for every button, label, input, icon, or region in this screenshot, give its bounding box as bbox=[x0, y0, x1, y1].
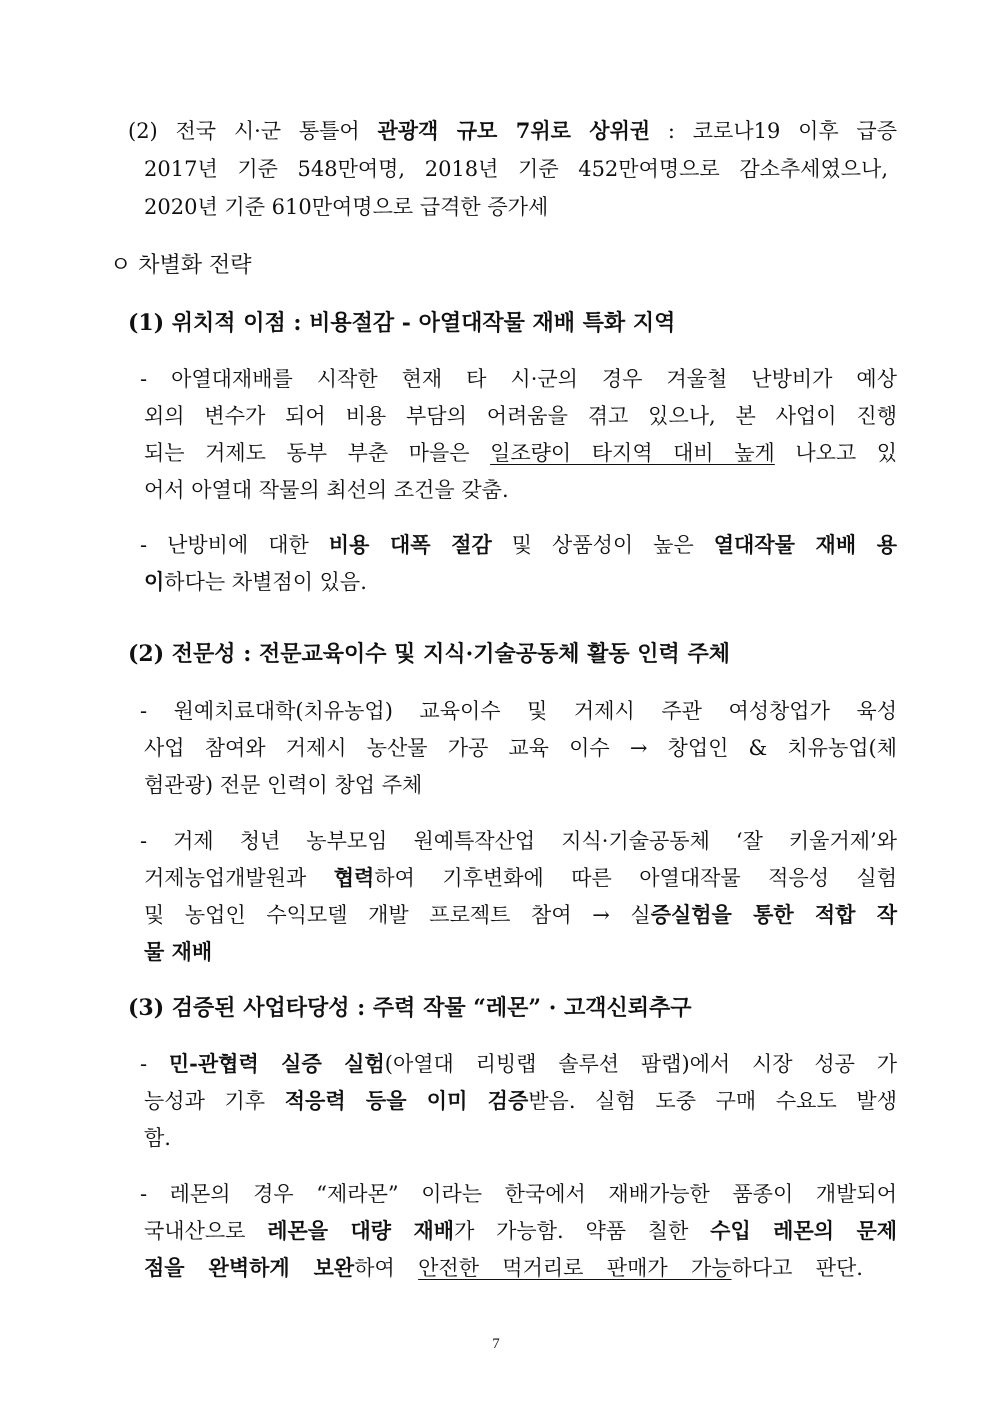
text-span: 나오고 있 bbox=[774, 441, 898, 465]
p1-b1-line-1: - 아열대재배를 시작한 현재 타 시·군의 경우 겨울철 난방비가 예상 bbox=[140, 367, 897, 391]
p3-b2-line-1: - 레몬의 경우 “제라몬” 이라는 한국에서 재배가능한 품종이 개발되어 bbox=[140, 1182, 897, 1206]
text-span: (2) 전국 시·군 통틀어 bbox=[128, 119, 378, 143]
text-span: 및 상품성이 높은 bbox=[491, 533, 714, 557]
p1-b1-line-2: 외의 변수가 되어 비용 부담의 어려움을 겪고 있으나, 본 사업이 진행 bbox=[144, 404, 897, 428]
text-span: 하여 bbox=[354, 1256, 419, 1280]
text-span: (아열대 리빙랩 솔루션 팜랩)에서 시장 성공 가 bbox=[384, 1052, 897, 1076]
p2-b2-line-4: 물 재배 bbox=[144, 939, 213, 964]
p1-b2-line-1 bbox=[140, 531, 897, 559]
text-span: 능성과 기후 bbox=[144, 1089, 285, 1113]
bold-text: 레몬을 대량 재배 bbox=[267, 1218, 455, 1243]
bold-text: 민-관협력 실증 실험 bbox=[168, 1051, 385, 1076]
bold-text: 수입 레몬의 문제 bbox=[710, 1218, 898, 1243]
bold-text: 적응력 등을 이미 검증 bbox=[284, 1088, 529, 1113]
p2-b2-line-2 bbox=[144, 864, 897, 892]
text-span: 및 농업인 수익모델 개발 프로젝트 참여 → 실 bbox=[144, 903, 651, 927]
text-span: 하다고 판단. bbox=[731, 1256, 863, 1280]
tourism-line-3: 2020년 기준 610만여명으로 급격한 증가세 bbox=[144, 195, 549, 219]
p1-b1-line-3 bbox=[144, 439, 897, 467]
p2-b1-line-1: - 원예치료대학(치유농업) 교육이수 및 거제시 주관 여성창업가 육성 bbox=[140, 699, 897, 723]
p3-b1-line-2 bbox=[144, 1087, 897, 1115]
tourism-line-1 bbox=[128, 117, 897, 145]
p3-b1-line-1 bbox=[140, 1050, 897, 1078]
p1-b1-line-4: 어서 아열대 작물의 최선의 조건을 갖춤. bbox=[144, 478, 509, 502]
bold-text: 관광객 규모 7위로 상위권 bbox=[377, 118, 651, 143]
text-span: 거제농업개발원과 bbox=[144, 866, 334, 890]
subsection-heading-1: (1) 위치적 이점 : 비용절감 - 아열대작물 재배 특화 지역 bbox=[128, 310, 676, 336]
p2-b2-line-3 bbox=[144, 901, 897, 929]
p3-b2-line-3 bbox=[144, 1254, 863, 1282]
subsection-heading-2: (2) 전문성 : 전문교육이수 및 지식·기술공동체 활동 인력 주체 bbox=[128, 641, 730, 667]
bold-text: 열대작물 재배 용 bbox=[713, 532, 898, 557]
text-span: - 난방비에 대한 bbox=[140, 533, 329, 557]
p2-b1-line-2: 사업 참여와 거제시 농산물 가공 교육 이수 → 창업인 & 치유농업(체 bbox=[144, 736, 897, 760]
bold-text: 점을 완벽하게 보완 bbox=[144, 1255, 355, 1280]
text-span: : 코로나19 이후 급증 bbox=[650, 119, 898, 143]
p3-b2-line-2 bbox=[144, 1217, 897, 1245]
p1-b2-line-2 bbox=[144, 568, 367, 596]
bold-text: 증실험을 통한 적합 작 bbox=[650, 902, 897, 927]
tourism-line-2: 2017년 기준 548만여명, 2018년 기준 452만여명으로 감소추세였으나, bbox=[144, 157, 888, 181]
bold-text: 협력 bbox=[333, 865, 375, 890]
text-span: 되는 거제도 동부 부춘 마을은 bbox=[144, 441, 491, 465]
bold-text: 비용 대폭 절감 bbox=[328, 532, 492, 557]
text-span: 하다는 차별점이 있음. bbox=[164, 570, 367, 594]
text-span: 하여 기후변화에 따른 아열대작물 적응성 실험 bbox=[374, 866, 898, 890]
bold-text: 이 bbox=[144, 569, 165, 594]
underlined-text: 안전한 먹거리로 판매가 가능 bbox=[418, 1256, 732, 1280]
p2-b1-line-3: 험관광) 전문 인력이 창업 주체 bbox=[144, 773, 423, 797]
text-span: - bbox=[140, 1052, 169, 1076]
text-span: 가 가능함. 약품 칠한 bbox=[454, 1219, 711, 1243]
text-span: 국내산으로 bbox=[144, 1219, 268, 1243]
text-span: 받음. 실험 도중 구매 수요도 발생 bbox=[528, 1089, 897, 1113]
page-number: 7 bbox=[492, 1336, 500, 1352]
subsection-heading-3: (3) 검증된 사업타당성 : 주력 작물 “레몬” · 고객신뢰추구 bbox=[128, 995, 692, 1021]
p2-b2-line-1: - 거제 청년 농부모임 원예특작산업 지식·기술공동체 ‘잘 키울거제’와 bbox=[140, 829, 897, 853]
underlined-text: 일조량이 타지역 대비 높게 bbox=[490, 441, 775, 465]
p3-b1-line-3: 함. bbox=[144, 1126, 171, 1150]
section-title: ㅇ 차별화 전략 bbox=[110, 253, 252, 278]
